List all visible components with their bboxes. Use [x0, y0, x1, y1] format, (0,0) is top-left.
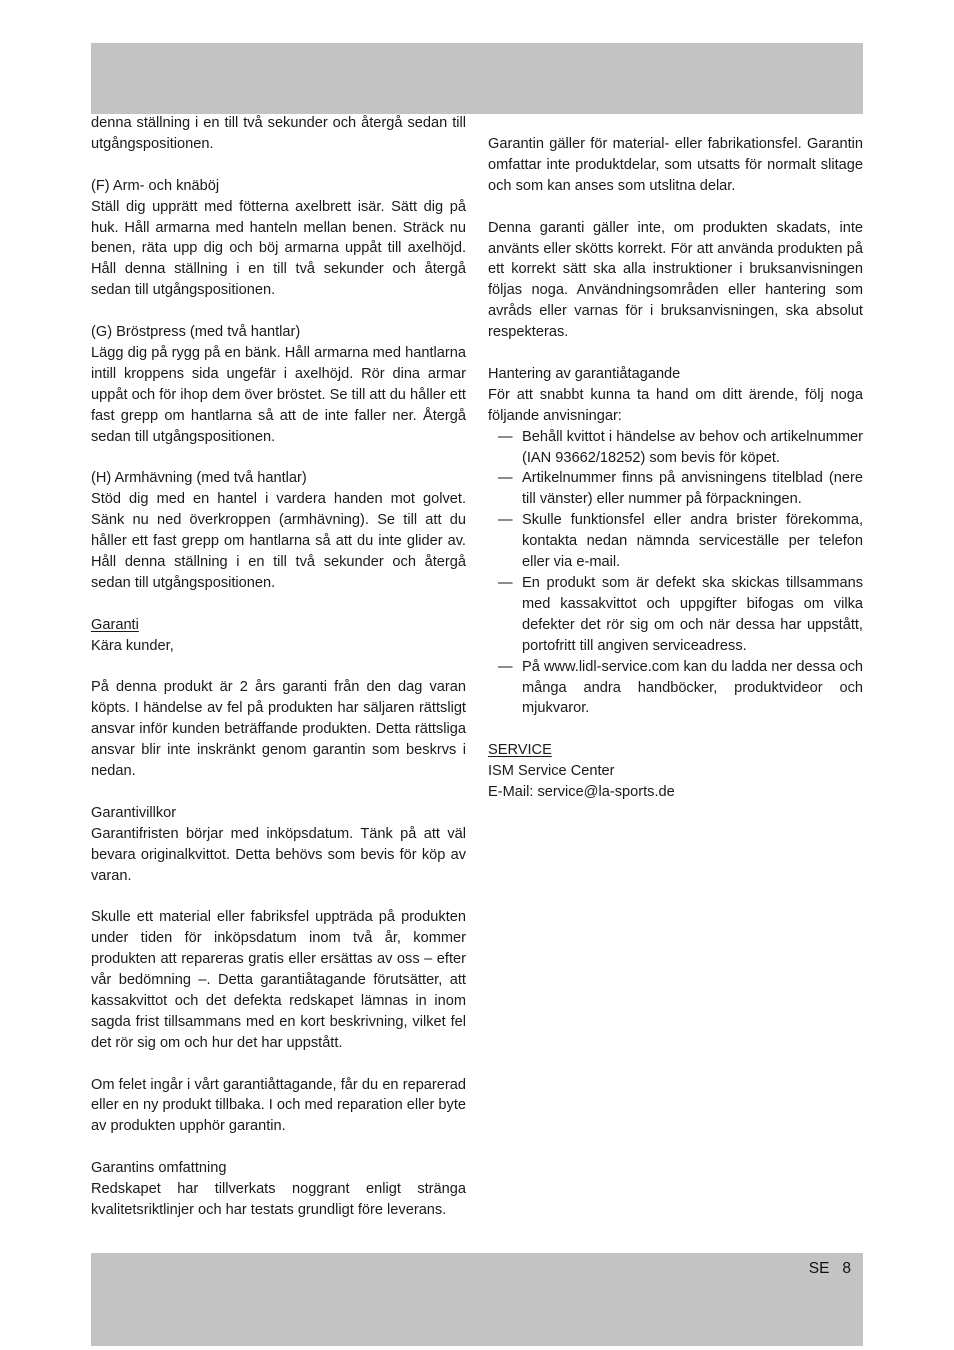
- greeting: Kära kunder,: [91, 637, 174, 654]
- service-center-name: ISM Service Center: [488, 763, 615, 780]
- warranty-terms-text: Garantifristen börjar med inköpsdatum. Tänk på att väl bevara originalkvittot. Detta behövs som bevis för köp av varan.: [91, 825, 466, 884]
- language-code: SE: [808, 1260, 830, 1277]
- exercise-g-text: Lägg dig på rygg på en bänk. Håll armarna med hantlarna intill kroppens sida ungefär i axelhöjd. Rör dina armar uppåt och för ihop dem över bröstet. Se till att du håller ett fast grepp om hantlarna så att de inte faller ner. Återgå sedan till utgångspositionen.: [91, 344, 466, 445]
- page-number: 8: [842, 1260, 851, 1277]
- exercise-f-text: Ställ dig upprätt med fötterna axelbrett isär. Sätt dig på huk. Håll armarna med hanteln mellan benen. Sträck nu benen, räta upp dig och böj armarna uppåt till axelhöjd. Håll denna ställning i en till två sekunder och återgå sedan till utgångspositionen.: [91, 198, 466, 299]
- footer-band: [91, 1253, 863, 1346]
- service-email: E-Mail: service@la-sports.de: [488, 784, 675, 801]
- repair-paragraph: Om felet ingår i vårt garantiåttagande, får du en reparerad eller en ny produkt tillbaka. I och med reparation eller byte av produkten upphör garantin.: [91, 1076, 466, 1135]
- claim-handling-text: För att snabbt kunna ta hand om ditt ärende, följ noga följande anvisningar:: [488, 386, 863, 424]
- warranty-scope-title: Garantins omfattning: [91, 1160, 227, 1177]
- left-column: [91, 113, 466, 1242]
- header-band: [91, 43, 863, 114]
- material-defect-paragraph: Garantin gäller för material- eller fabrikationsfel. Garantin omfattar inte produktdelar, som utsatts för normalt slitage och som kan anses som utslitna delar.: [488, 136, 863, 194]
- exercise-h-title: (H) Armhävning (med två hantlar): [91, 470, 307, 487]
- list-item: — Artikelnummer finns på anvisningens titelblad (nere till vänster) eller nummer på förpackningen.: [488, 468, 863, 510]
- exclusion-paragraph: Denna garanti gäller inte, om produkten skadats, inte använts eller skötts korrekt. För att använda produkten på ett korrekt sätt ska alla instruktioner i bruksanvisningen följas noga. Användningsområden eller hantering som avråds eller varnas för i bruksanvisningen, ska absolut respekteras.: [488, 219, 863, 341]
- warranty-scope-text: Redskapet har tillverkats noggrant enligt stränga kvalitetsriktlinjer och har testats grundligt före leverans.: [91, 1181, 466, 1218]
- warranty-intro: På denna produkt är 2 års garanti från den dag varan köpts. I händelse av fel på produkten har säljaren rättsligt ansvar inför kunden beträffande produkten. Detta rättsliga ansvar blir inte inskränkt genom garantin som beskrvs i nedan.: [91, 679, 466, 780]
- service-heading: SERVICE: [488, 742, 552, 759]
- right-column: [488, 134, 863, 803]
- exercise-f-title: (F) Arm- och knäböj: [91, 177, 220, 194]
- exercise-h-text: Stöd dig med en hantel i vardera handen mot golvet. Sänk nu ned överkroppen (armhävning). Se till att du håller ett fast grepp om hantlarna så att du inte glider av. Håll denna ställning i en till två sekunder och återgå sedan till utgångspositionen.: [91, 491, 466, 591]
- page-label: [809, 1260, 851, 1278]
- intro-paragraph: denna ställning i en till två sekunder och återgå sedan till utgångspositionen.: [91, 115, 466, 152]
- list-item: — Skulle funktionsfel eller andra brister förekomma, kontakta nedan nämnda serviceställe per telefon eller via e-mail.: [488, 510, 863, 573]
- claim-handling-title: Hantering av garantiåtagande: [488, 365, 681, 382]
- warranty-terms-title: Garantivillkor: [91, 804, 177, 821]
- claim-instructions-list: [488, 427, 863, 720]
- defect-paragraph: Skulle ett material eller fabriksfel uppträda på produkten under tiden för inköpsdatum inom två år, kommer produkten att repareras gratis eller ersättas av oss – efter vår bedömning –. Detta garantiåtagande förutsätter, att kassakvittot och det defekta redskapet lämnas in inom sagda frist tillsammans med en kort beskrivning, vilket fel det rör sig om och hur det har uppstått.: [91, 909, 466, 1051]
- list-item: — På www.lidl-service.com kan du ladda ner dessa och många andra handböcker, produktvideor och mjukvaror.: [488, 657, 863, 720]
- exercise-g-title: (G) Bröstpress (med två hantlar): [91, 324, 301, 341]
- list-item: — En produkt som är defekt ska skickas tillsammans med kassakvittot och uppgifter bifogas om vilka defekter det rör sig om och när dessa har uppstått, portofritt till angiven serviceadress.: [488, 573, 863, 657]
- warranty-heading: Garanti: [91, 616, 139, 633]
- list-item: — Behåll kvittot i händelse av behov och artikelnummer (IAN 93662/18252) som bevis för köpet.: [488, 427, 863, 469]
